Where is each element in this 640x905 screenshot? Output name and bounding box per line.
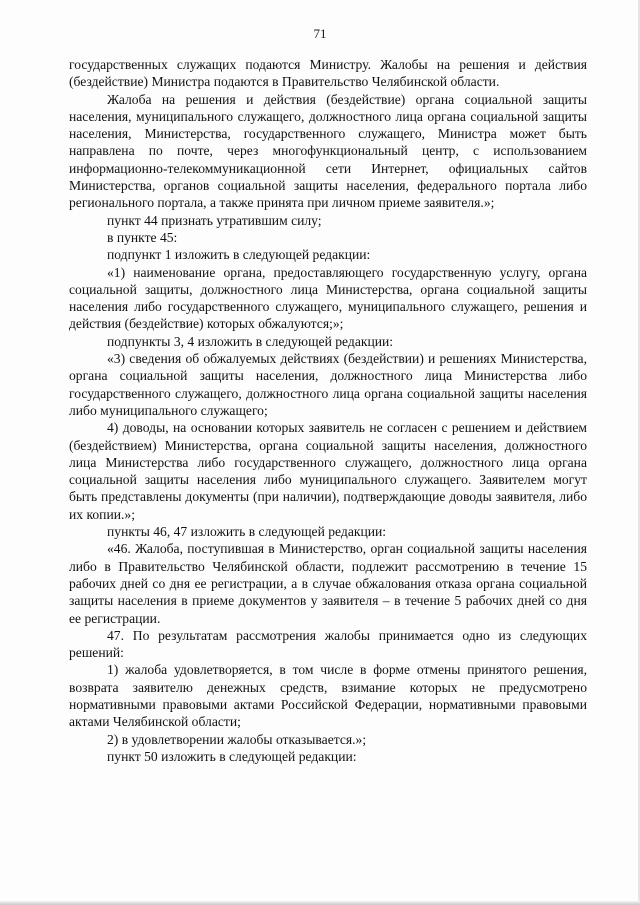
page-number: 71	[313, 26, 327, 41]
document-body	[69, 56, 587, 765]
paragraph-decision-2: 2) в удовлетворении жалобы отказывается.»;	[107, 731, 367, 747]
paragraph-item-50-intro: пункт 50 изложить в следующей редакции:	[107, 748, 357, 764]
paragraph-decision-1: 1) жалоба удовлетворяется, в том числе в форме отмены принятого решения, возврата заявителю денежных средств, взимание которых не предусмотрено нормативными правовыми актами Российской Федерации, нормативными правовыми актами Челябинской области;	[69, 662, 587, 730]
scan-edge-bottom	[0, 901, 640, 905]
paragraph-complaint-channels: Жалоба на решения и действия (бездействие) органа социальной защиты населения, муниципального служащего, должностного лица органа социальной защиты населения, Министерства, государственного служащего, Министра может быть направлена по почте, через многофункциональный центр, с использованием информационно-телекоммуникационной сети Интернет, официальных сайтов Министерства, органов социальной защиты населения, федерального портала либо регионального портала, а также принята при личном приеме заявителя.»;	[69, 91, 587, 211]
paragraph-item-45: в пункте 45:	[107, 229, 178, 245]
paragraph-continuation: государственных служащих подаются Министру. Жалобы на решения и действия (бездействие) Министра подаются в Правительство Челябинской области.	[69, 57, 587, 90]
paragraph-item-47-text: 47. По результатам рассмотрения жалобы принимается одно из следующих решений:	[69, 627, 587, 661]
paragraph-subitem-3-text: «3) сведения об обжалуемых действиях (бездействии) и решениях Министерства, органа социальной защиты населения, должностного лица Министерства либо государственного служащего, должностного лица органа социальной защиты населения либо муниципального служащего;	[69, 351, 587, 418]
paragraph-item-44: пункт 44 признать утратившим силу;	[107, 212, 322, 228]
paragraph-item-46-text: «46. Жалоба, поступившая в Министерство, орган социальной защиты населения либо в Правительство Челябинской области, подлежит рассмотрению в течение 15 рабочих дней со дня ее регистрации, а в случае обжалования отказа органа социальной защиты населения в приеме документов у заявителя – в течение 5 рабочих дней со дня ее регистрации.	[69, 541, 587, 626]
paragraph-subitem-1-intro: подпункт 1 изложить в следующей редакции:	[107, 247, 371, 263]
paragraph-items-46-47-intro: пункты 46, 47 изложить в следующей редакции:	[107, 524, 387, 540]
paragraph-subitem-4-text: 4) доводы, на основании которых заявитель не согласен с решением и действием (бездействием) Министерства, органа социальной защиты населения, должностного лица Министерства либо государственного служащего, должностного лица органа социальной защиты населения либо муниципального служащего. Заявителем могут быть представлены документы (при наличии), подтверждающие доводы заявителя, либо их копии.»;	[69, 420, 587, 522]
paragraph-subitems-3-4-intro: подпункты 3, 4 изложить в следующей редакции:	[107, 333, 394, 349]
paragraph-subitem-1-text: «1) наименование органа, предоставляющего государственную услугу, органа социальной защиты, должностного лица Министерства, органа социальной защиты населения либо государственного служащего, муниципального служащего, решения и действия (бездействие) которых обжалуются;»;	[69, 264, 587, 332]
